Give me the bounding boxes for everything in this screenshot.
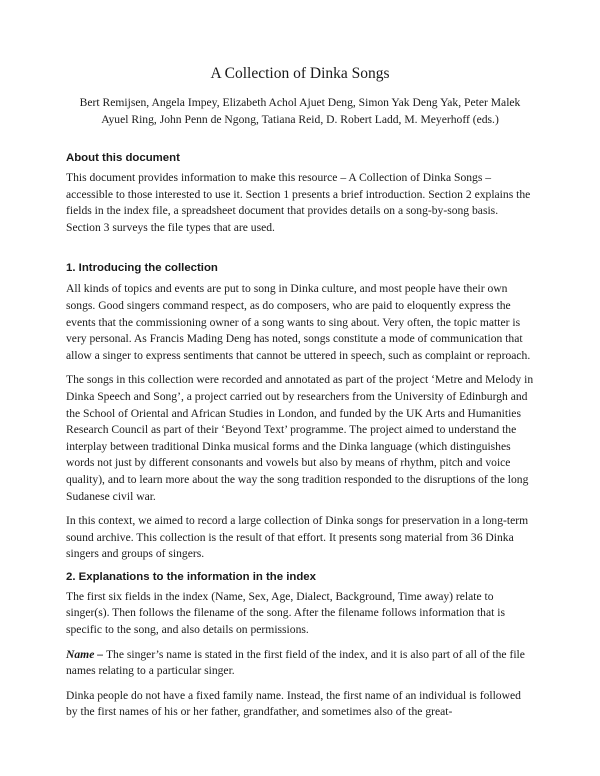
section-2-heading: 2. Explanations to the information in the index xyxy=(66,570,316,583)
section-2-paragraph-1: The first six fields in the index (Name, Sex, Age, Dialect, Background, Time away) relate to singer(s). Then follows the filename of the song. After the filename follows information that is specific to the song, and also details on permissions. xyxy=(66,589,505,637)
section-1-heading: 1. Introducing the collection xyxy=(66,262,218,275)
about-heading: About this document xyxy=(66,152,180,164)
author-line-1: Bert Remijsen, Angela Impey, Elizabeth Achol Ajuet Deng, Simon Yak Deng Yak, Peter Malek xyxy=(79,96,521,109)
document-title: A Collection of Dinka Songs xyxy=(210,65,390,82)
section-2-paragraph-3: Dinka people do not have a fixed family name. Instead, the first name of an individual is followed by the first names of his or her father, grandfather, and sometimes also of the great- xyxy=(66,688,521,719)
name-field-text: The singer’s name is stated in the first field of the index, and it is also part of all of the file names relating to a particular singer. xyxy=(66,647,525,678)
author-list xyxy=(66,94,534,128)
name-field-label: Name – xyxy=(66,647,106,661)
about-paragraph: This document provides information to make this resource – A Collection of Dinka Songs – accessible to those interested to use it. Section 1 presents a brief introduction. Section 2 explains the fields in the index file, a spreadsheet document that provides details on a song-by-song basis. Section 3 surveys the file types that are used. xyxy=(66,171,531,234)
section-1-paragraph-1: All kinds of topics and events are put to song in Dinka culture, and most people have their own songs. Good singers command respect, as do composers, who are paid to eloquently express the events that the commissioning owner of a song wants to sing about. Very often, the topic matter is very personal. As Francis Mading Deng has noted, songs constitute a mode of communication that allow a singer to express sentiments that cannot be uttered in speech, such as complaint or reproach. xyxy=(66,282,531,362)
author-line-2: Ayuel Ring, John Penn de Ngong, Tatiana Reid, D. Robert Ladd, M. Meyerhoff (eds.) xyxy=(101,113,499,126)
section-1-paragraph-2: The songs in this collection were recorded and annotated as part of the project ‘Metre and Melody in Dinka Speech and Song’, a project carried out by researchers from the University of Edinburgh and the School of Oriental and African Studies in London, and funded by the UK Arts and Humanities Research Council as part of their ‘Beyond Text’ programme. The project aimed to understand the interplay between traditional Dinka musical forms and the Dinka language (which distinguishes words not just by different consonants and vowels but also by means of rhythm, pitch and voice quality), and to learn more about the way the song tradition responded to the disruptions of the long Sudanese civil war. xyxy=(66,373,534,503)
section-1-paragraph-3: In this context, we aimed to record a large collection of Dinka songs for preservation in a long-term sound archive. This collection is the result of that effort. It presents song material from 36 Dinka singers and groups of singers. xyxy=(66,514,529,561)
section-2-name-paragraph xyxy=(66,647,534,680)
